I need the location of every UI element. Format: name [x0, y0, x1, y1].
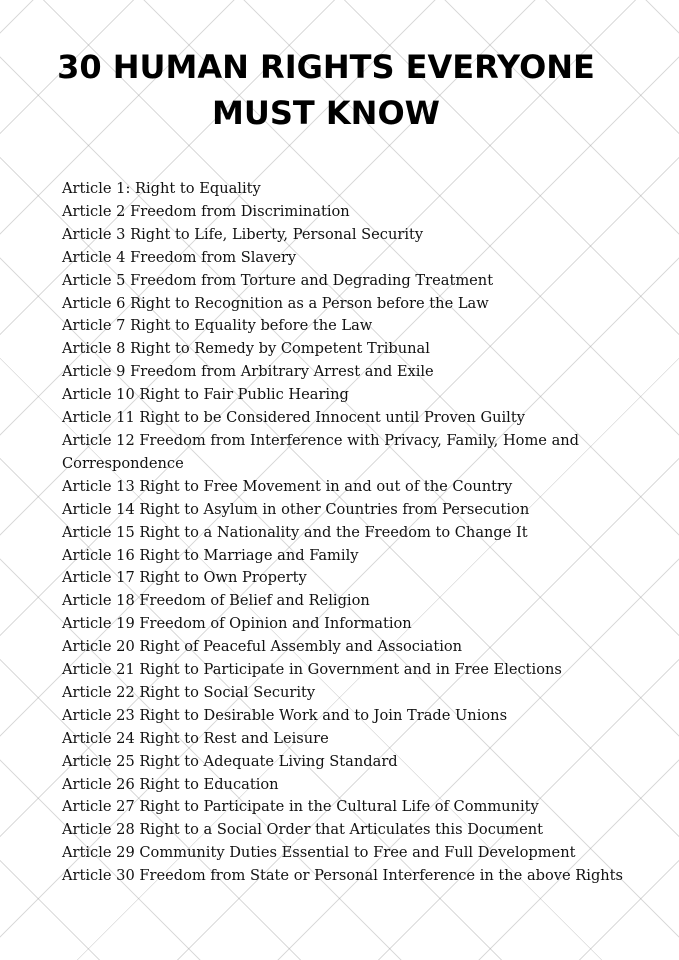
- article-item: Article 5 Freedom from Torture and Degrading Treatment: [62, 271, 494, 289]
- article-item: Article 27 Right to Participate in the Cultural Life of Community: [62, 798, 539, 816]
- article-item: Article 25 Right to Adequate Living Standard: [62, 752, 398, 770]
- article-item: Article 8 Right to Remedy by Competent Tribunal: [62, 340, 430, 358]
- article-item: Article 12 Freedom from Interference with Privacy, Family, Home and Correspondence: [62, 431, 580, 472]
- articles-list: [62, 178, 652, 888]
- article-item: Article 18 Freedom of Belief and Religion: [62, 592, 370, 610]
- article-item: Article 29 Community Duties Essential to Free and Full Development: [62, 844, 576, 862]
- article-item: Article 6 Right to Recognition as a Person before the Law: [62, 294, 489, 312]
- title-line-2: MUST KNOW: [212, 94, 440, 132]
- article-item: Article 24 Right to Rest and Leisure: [62, 729, 329, 747]
- article-item: Article 9 Freedom from Arbitrary Arrest and Exile: [62, 363, 434, 381]
- article-item: Article 1: Right to Equality: [62, 180, 261, 197]
- article-item: Article 22 Right to Social Security: [62, 683, 316, 701]
- article-item: Article 20 Right of Peaceful Assembly and Association: [62, 638, 463, 656]
- article-item: Article 19 Freedom of Opinion and Information: [62, 615, 412, 633]
- article-item: Article 10 Right to Fair Public Hearing: [62, 386, 349, 404]
- article-item: Article 23 Right to Desirable Work and to Join Trade Unions: [62, 706, 508, 724]
- article-item: Article 14 Right to Asylum in other Countries from Persecution: [62, 500, 530, 518]
- article-item: Article 2 Freedom from Discrimination: [62, 202, 350, 220]
- title-line-1: 30 HUMAN RIGHTS EVERYONE: [57, 48, 595, 86]
- article-item: Article 13 Right to Free Movement in and out of the Country: [62, 477, 513, 495]
- article-item: Article 28 Right to a Social Order that Articulates this Document: [62, 821, 544, 839]
- article-item: Article 7 Right to Equality before the Law: [62, 317, 373, 335]
- article-item: Article 17 Right to Own Property: [62, 569, 307, 587]
- article-item: Article 16 Right to Marriage and Family: [62, 546, 359, 564]
- article-item: Article 26 Right to Education: [62, 775, 279, 793]
- page-title: [0, 44, 652, 136]
- article-item: Article 15 Right to a Nationality and the Freedom to Change It: [62, 523, 528, 541]
- article-item: Article 30 Freedom from State or Personal Interference in the above Rights: [62, 867, 624, 885]
- article-item: Article 4 Freedom from Slavery: [62, 248, 297, 266]
- article-item: Article 11 Right to be Considered Innocent until Proven Guilty: [62, 409, 525, 427]
- article-item: Article 3 Right to Life, Liberty, Personal Security: [62, 225, 424, 243]
- article-item: Article 21 Right to Participate in Government and in Free Elections: [62, 661, 562, 679]
